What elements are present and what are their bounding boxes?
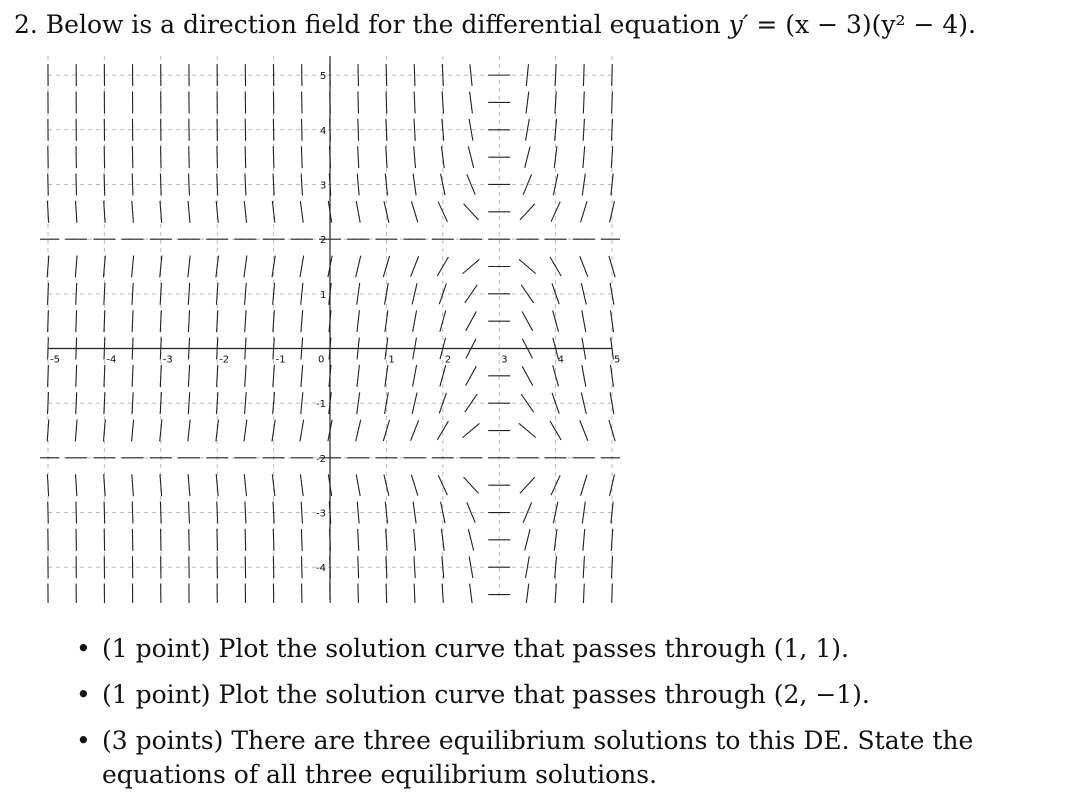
slope-segment [358, 556, 359, 578]
slope-segment [554, 146, 557, 168]
slope-segment [330, 556, 331, 578]
bullet-icon: • [76, 680, 91, 709]
slope-segment [357, 310, 359, 332]
slope-segment [160, 420, 162, 442]
slope-segment [356, 474, 360, 496]
slope-segment [48, 310, 49, 332]
slope-segment [272, 474, 275, 496]
differential-equation: y′ = (x − 3)(y² − 4). [728, 10, 976, 39]
slope-segment [357, 502, 359, 524]
slope-segment [612, 91, 613, 113]
slope-segment [48, 338, 49, 360]
slope-segment [104, 201, 105, 223]
question-text: (1 point) Plot the solution curve that passes through (2, −1). [102, 680, 870, 709]
slope-segment [414, 584, 415, 603]
slope-segment [519, 259, 536, 273]
slope-segment [357, 365, 359, 387]
y-tick-label: -1 [316, 399, 326, 411]
x-tick-label: -4 [106, 354, 117, 366]
slope-segment [160, 474, 162, 496]
slope-segment [358, 91, 359, 113]
y-tick-label: 2 [320, 235, 327, 247]
slope-segment [132, 474, 134, 496]
slope-segment [104, 502, 105, 524]
slope-segment [245, 146, 246, 168]
slope-segment [414, 556, 415, 578]
question-list [76, 632, 1076, 804]
x-tick-label: -3 [162, 354, 173, 366]
slope-segment [76, 173, 77, 195]
slope-segment [414, 119, 415, 141]
slope-segment [75, 420, 77, 442]
slope-segment [217, 146, 218, 168]
slope-segment [580, 420, 588, 440]
slope-segment [103, 420, 105, 442]
slope-segment [216, 420, 219, 442]
slope-segment [470, 584, 473, 603]
y-tick-label: 5 [320, 71, 327, 83]
slope-segment [104, 474, 105, 496]
slope-segment [522, 312, 533, 331]
slope-segment [160, 173, 161, 195]
slope-segment [466, 312, 477, 331]
slope-segment [356, 256, 361, 277]
slope-segment [300, 420, 304, 442]
slope-segment [189, 173, 190, 195]
slope-segment [580, 256, 588, 276]
slope-segment [244, 420, 247, 442]
slope-segment [581, 201, 587, 222]
slope-segment [414, 64, 415, 86]
slope-segment [583, 529, 585, 551]
slope-segment [386, 584, 387, 603]
slope-segment [301, 392, 303, 414]
question-item [76, 678, 1076, 712]
slope-segment [358, 584, 359, 603]
x-tick-label: 5 [614, 354, 620, 366]
slope-segment [358, 119, 359, 141]
slope-segment [76, 201, 77, 223]
slope-segment [581, 475, 587, 496]
y-tick-label: 1 [320, 289, 327, 301]
slope-segment [583, 584, 584, 603]
slope-segment [610, 474, 615, 495]
slope-segment [189, 146, 190, 168]
slope-segment [466, 366, 477, 385]
slope-segment [76, 283, 77, 305]
slope-segment [160, 338, 161, 360]
slope-segment [386, 556, 387, 578]
slope-segment [273, 338, 274, 360]
slope-segment [132, 338, 133, 360]
slope-segment [217, 529, 218, 551]
slope-segment [442, 91, 443, 113]
slope-segment [437, 421, 448, 440]
slope-segment [356, 201, 360, 223]
slope-segment [160, 502, 161, 524]
slope-segment [612, 556, 613, 578]
slope-segment [245, 365, 246, 387]
slope-segment [612, 584, 613, 603]
slope-segment [217, 338, 218, 360]
question-item [76, 632, 1076, 666]
slope-segment [273, 365, 275, 387]
problem-intro: 2. Below is a direction field for the differential equation [14, 10, 721, 39]
slope-segment [76, 392, 77, 414]
slope-segment [245, 173, 246, 195]
problem-statement [14, 8, 1074, 42]
slope-segment [188, 338, 189, 360]
slope-segment [104, 173, 105, 195]
bullet-icon: • [76, 634, 91, 663]
slope-segment [245, 310, 246, 332]
slope-segment [384, 474, 389, 495]
slope-segment [411, 420, 419, 440]
slope-segment [519, 423, 536, 437]
slope-segment [132, 420, 134, 442]
y-tick-label: -2 [316, 453, 326, 465]
x-tick-label: 0 [318, 354, 325, 366]
slope-segment [301, 365, 303, 387]
slope-segment [582, 365, 586, 387]
slope-segment [188, 283, 189, 305]
slope-segment [463, 423, 480, 437]
slope-segment [132, 365, 133, 387]
slope-segment [104, 338, 105, 360]
x-tick-label: -2 [219, 354, 230, 366]
bullet-icon: • [76, 726, 91, 755]
slope-segment [411, 201, 417, 222]
slope-segment [386, 64, 387, 86]
slope-segment [273, 310, 275, 332]
slope-segment [132, 173, 133, 195]
question-text: (1 point) Plot the solution curve that passes through (1, 1). [102, 634, 849, 663]
slope-segment [188, 365, 189, 387]
slope-segment [188, 256, 190, 278]
slope-segment [188, 474, 190, 496]
slope-segment [386, 146, 387, 168]
slope-segment [302, 556, 303, 578]
slope-segment [245, 529, 246, 551]
slope-segment [525, 146, 530, 167]
slope-segment [76, 310, 77, 332]
slope-segment [468, 146, 473, 167]
slope-segment [468, 529, 473, 550]
x-tick-label: 4 [557, 354, 564, 366]
slope-segment [301, 310, 303, 332]
slope-segment [411, 475, 417, 496]
slope-segment [47, 474, 48, 496]
slope-segment [582, 310, 586, 332]
slope-segment [132, 256, 134, 278]
slope-segment [358, 146, 359, 168]
slope-segment [464, 204, 479, 220]
slope-segment [525, 529, 530, 550]
slope-segment [48, 365, 49, 387]
slope-segment [609, 420, 615, 441]
slope-segment [520, 477, 535, 493]
slope-segment [411, 256, 419, 276]
slope-segment [244, 201, 246, 223]
slope-segment [104, 283, 105, 305]
slope-segment [245, 392, 247, 414]
slope-segment [470, 92, 473, 114]
slope-segment [132, 310, 133, 332]
x-tick-label: -1 [275, 354, 286, 366]
slope-segment [301, 529, 302, 551]
slope-segment [583, 556, 584, 578]
slope-segment [555, 91, 556, 113]
slope-segment [441, 146, 444, 168]
slope-segment [189, 502, 190, 524]
slope-segment [551, 475, 560, 495]
slope-segment [414, 146, 416, 168]
y-tick-label: 3 [320, 180, 327, 192]
slope-segment [522, 366, 533, 385]
slope-segment [301, 283, 303, 305]
slope-segment [160, 283, 161, 305]
slope-segment [188, 310, 189, 332]
slope-segment [76, 474, 77, 496]
slope-segment [273, 146, 274, 168]
slope-segment [526, 584, 529, 603]
slope-segment [244, 474, 246, 496]
y-tick-label: 4 [320, 125, 327, 137]
slope-segment [76, 502, 77, 524]
slope-segment [188, 392, 189, 414]
slope-segment [357, 392, 360, 414]
slope-segment [550, 421, 561, 440]
slope-segment [413, 365, 417, 387]
slope-segment [438, 475, 447, 495]
slope-segment [301, 502, 302, 524]
equation-rhs: (x − 3)(y² − 4). [785, 10, 976, 39]
slope-segment [611, 146, 612, 168]
slope-segment [526, 92, 529, 114]
slope-segment [583, 91, 584, 113]
slope-segment [188, 201, 190, 223]
slope-segment [413, 174, 416, 196]
slope-segment [48, 283, 49, 305]
slope-segment [583, 119, 584, 141]
slope-segment [357, 283, 360, 305]
slope-segment [48, 173, 49, 195]
slope-segment [244, 256, 247, 278]
slope-segment [132, 283, 133, 305]
slope-segment [300, 474, 303, 496]
slope-segment [75, 256, 77, 278]
slope-segment [188, 420, 190, 442]
slope-segment [414, 91, 415, 113]
question-text: (3 points) There are three equilibrium solutions to this DE. State the equations of all three equilibrium solutions. [102, 726, 974, 789]
slope-segment [47, 420, 49, 442]
slope-segment [463, 259, 480, 273]
slope-segment [470, 64, 472, 86]
slope-segment [216, 474, 218, 496]
slope-segment [216, 392, 218, 414]
x-tick-label: 2 [444, 354, 452, 366]
equation-lhs: y′ [728, 10, 749, 39]
x-tick-label: 3 [501, 354, 508, 366]
slope-segment [132, 392, 133, 414]
slope-segment [583, 146, 585, 168]
slope-segment [272, 420, 275, 442]
x-tick-label: -5 [50, 354, 60, 366]
x-tick-label: 1 [388, 354, 395, 366]
slope-segment [358, 529, 359, 551]
slope-segment [132, 201, 134, 223]
slope-segment [302, 119, 303, 141]
slope-segment [273, 529, 274, 551]
slope-segment [356, 420, 361, 441]
slope-segment [357, 174, 359, 196]
slope-segment [189, 529, 190, 551]
slope-segment [413, 502, 416, 524]
direction-field-plot [40, 48, 620, 603]
slope-segment [300, 256, 304, 278]
slope-segment [383, 420, 389, 441]
slope-segment [245, 283, 247, 305]
y-tick-label: -3 [316, 508, 326, 520]
slope-segment [48, 502, 49, 524]
slope-segment [612, 64, 613, 86]
slope-segment [300, 201, 303, 223]
slope-segment [76, 365, 77, 387]
slope-segment [464, 477, 479, 493]
slope-segment [301, 174, 302, 196]
question-item [76, 724, 1076, 792]
y-tick-label: -4 [316, 563, 326, 575]
slope-segment [216, 283, 218, 305]
slope-segment [414, 529, 416, 551]
slope-segment [386, 91, 387, 113]
slope-segment [245, 338, 246, 360]
slope-segment [132, 502, 133, 524]
slope-segment [413, 310, 417, 332]
slope-segment [330, 119, 331, 141]
slope-segment [245, 502, 246, 524]
slope-segment [76, 338, 77, 360]
slope-segment [583, 64, 584, 86]
slope-segment [301, 146, 302, 168]
slope-segment [520, 204, 535, 220]
